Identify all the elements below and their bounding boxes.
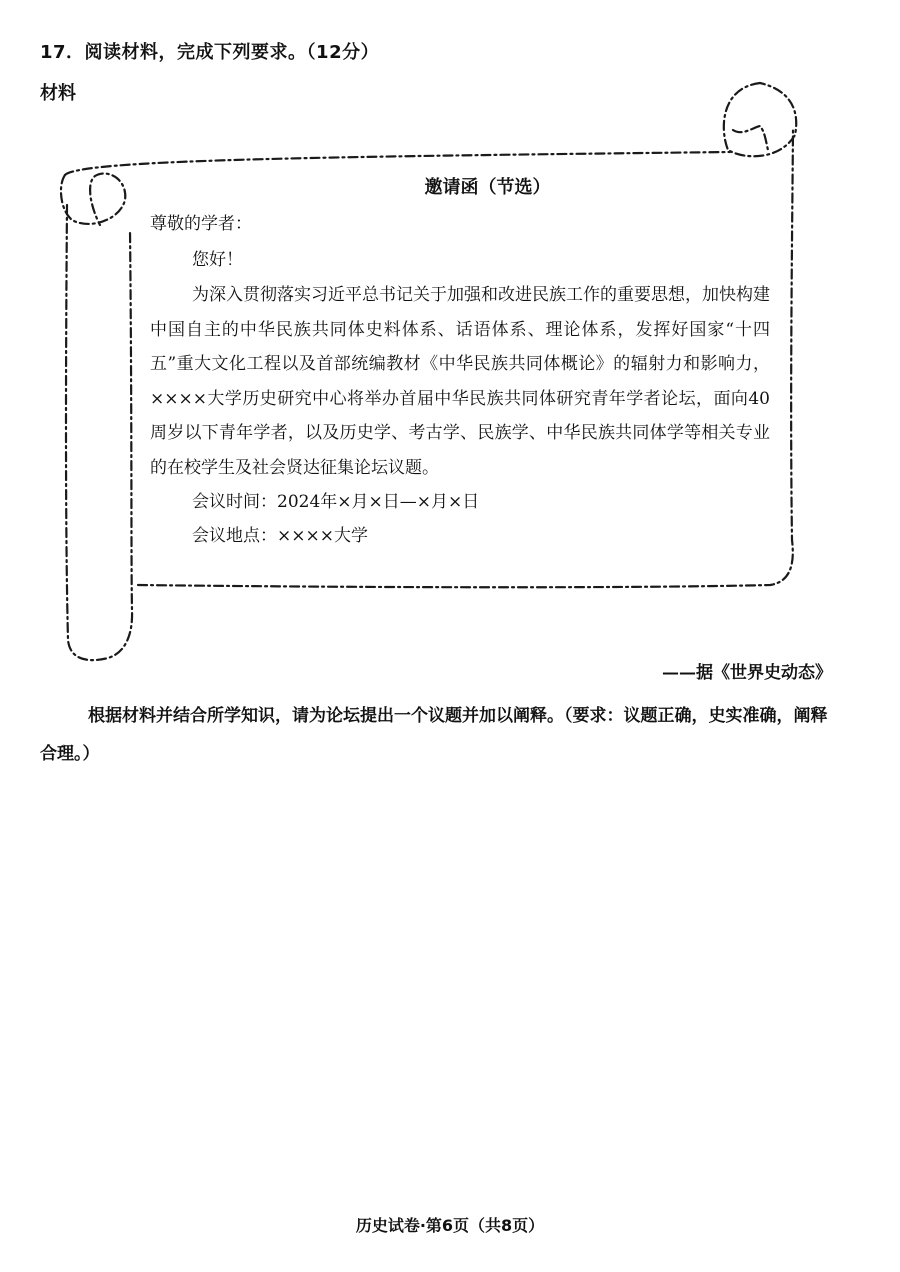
- meeting-time: 会议时间：2024年×月×日—×月×日: [192, 492, 480, 512]
- letter-salutation: 尊敬的学者：: [150, 214, 252, 234]
- letter-title: 邀请函（节选）: [424, 177, 551, 198]
- invitation-letter: [150, 170, 770, 553]
- question-header: 17．阅读材料，完成下列要求。（12分）: [40, 42, 380, 63]
- letter-body: 为深入贯彻落实习近平总书记关于加强和改进民族工作的重要思想，加快构建中国自主的中华民族共同体史料体系、话语体系、理论体系，发挥好国家“十四五”重大文化工程以及首部统编教材《中华民族共同体概论》的辐射力和影响力，××××大学历史研究中心将举办首届中华民族共同体研究青年学者论坛，面向40周岁以下青年学者，以及历史学、考古学、民族学、中华民族共同体学等相关专业的在校学生及社会贤达征集论坛议题。: [150, 285, 770, 478]
- source-citation: ——据《世界史动态》: [662, 663, 832, 683]
- meeting-place: 会议地点：××××大学: [192, 526, 368, 546]
- page-footer: 历史试卷·第6页（共8页）: [355, 1216, 545, 1235]
- letter-greeting: 您好！: [192, 250, 243, 270]
- material-label: 材料: [40, 83, 76, 104]
- question-prompt: 根据材料并结合所学知识，请为论坛提出一个议题并加以阐释。（要求：议题正确，史实准确，阐释合理。）: [40, 706, 828, 764]
